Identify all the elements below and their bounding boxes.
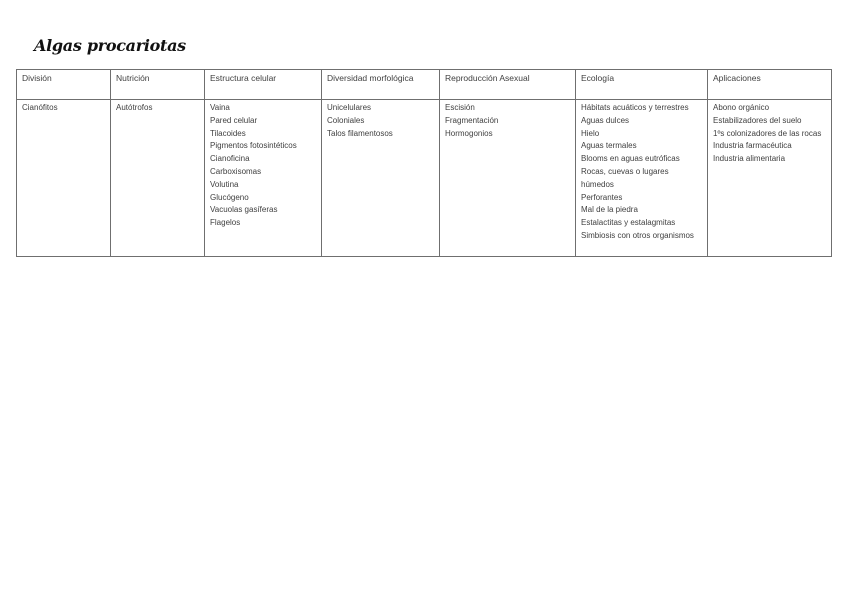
list-item: Hormogonios (445, 128, 493, 138)
header-nutricion: Nutrición (111, 70, 205, 100)
list-item: Abono orgánico (713, 103, 770, 112)
list-item: Coloniales (327, 115, 365, 125)
algae-table (16, 69, 832, 257)
list-item: Industria farmacéutica (713, 141, 792, 151)
header-division: División (17, 70, 111, 100)
cell-ecologia (576, 100, 708, 257)
list-item: Cianoficina (210, 154, 250, 164)
cell-nutricion: Autótrofos (111, 100, 205, 257)
list-item: Fragmentación (445, 115, 499, 125)
list-item: Vacuolas gasíferas (210, 205, 278, 215)
list-item: Perforantes (581, 192, 623, 202)
cell-aplicaciones (708, 100, 832, 257)
list-item: Talos filamentosos (327, 128, 393, 138)
header-ecologia: Ecología (576, 70, 708, 100)
list-item: Estabilizadores del suelo (713, 115, 802, 125)
cell-estructura (205, 100, 322, 257)
table-header-row (17, 70, 832, 100)
list-item: Tilacoides (210, 128, 246, 138)
list-item: Carboxisomas (210, 166, 262, 176)
list-item: Industria alimentaria (713, 154, 786, 164)
header-diversidad: Diversidad morfológica (322, 70, 440, 100)
list-item: Rocas, cuevas o lugares húmedos (581, 166, 669, 189)
list-item: 1ºs colonizadores de las rocas (713, 128, 822, 138)
list-item: Hielo (581, 128, 600, 138)
list-item: Glucógeno (210, 192, 249, 202)
list-item: Pared celular (210, 115, 258, 125)
header-estructura: Estructura celular (205, 70, 322, 100)
list-item: Flagelos (210, 218, 241, 228)
list-item: Unicelulares (327, 103, 372, 112)
header-aplicaciones: Aplicaciones (708, 70, 832, 100)
page-title: Algas procariotas (34, 36, 186, 55)
list-item: Simbiosis con otros organismos (581, 230, 694, 240)
list-item: Aguas dulces (581, 115, 630, 125)
list-item: Volutina (210, 179, 239, 189)
list-item: Mal de la piedra (581, 205, 638, 215)
list-item: Estalactitas y estalagmitas (581, 218, 676, 228)
list-item: Blooms en aguas eutróficas (581, 154, 680, 164)
cell-diversidad (322, 100, 440, 257)
list-item: Aguas termales (581, 141, 637, 151)
list-item: Escisión (445, 103, 475, 112)
list-item: Pigmentos fotosintéticos (210, 141, 297, 151)
list-item: Hábitats acuáticos y terrestres (581, 103, 689, 112)
cell-division: Cianófitos (17, 100, 111, 257)
cell-reproduccion (440, 100, 576, 257)
header-reproduccion: Reproducción Asexual (440, 70, 576, 100)
list-item: Vaina (210, 103, 230, 112)
table-row (17, 100, 832, 257)
